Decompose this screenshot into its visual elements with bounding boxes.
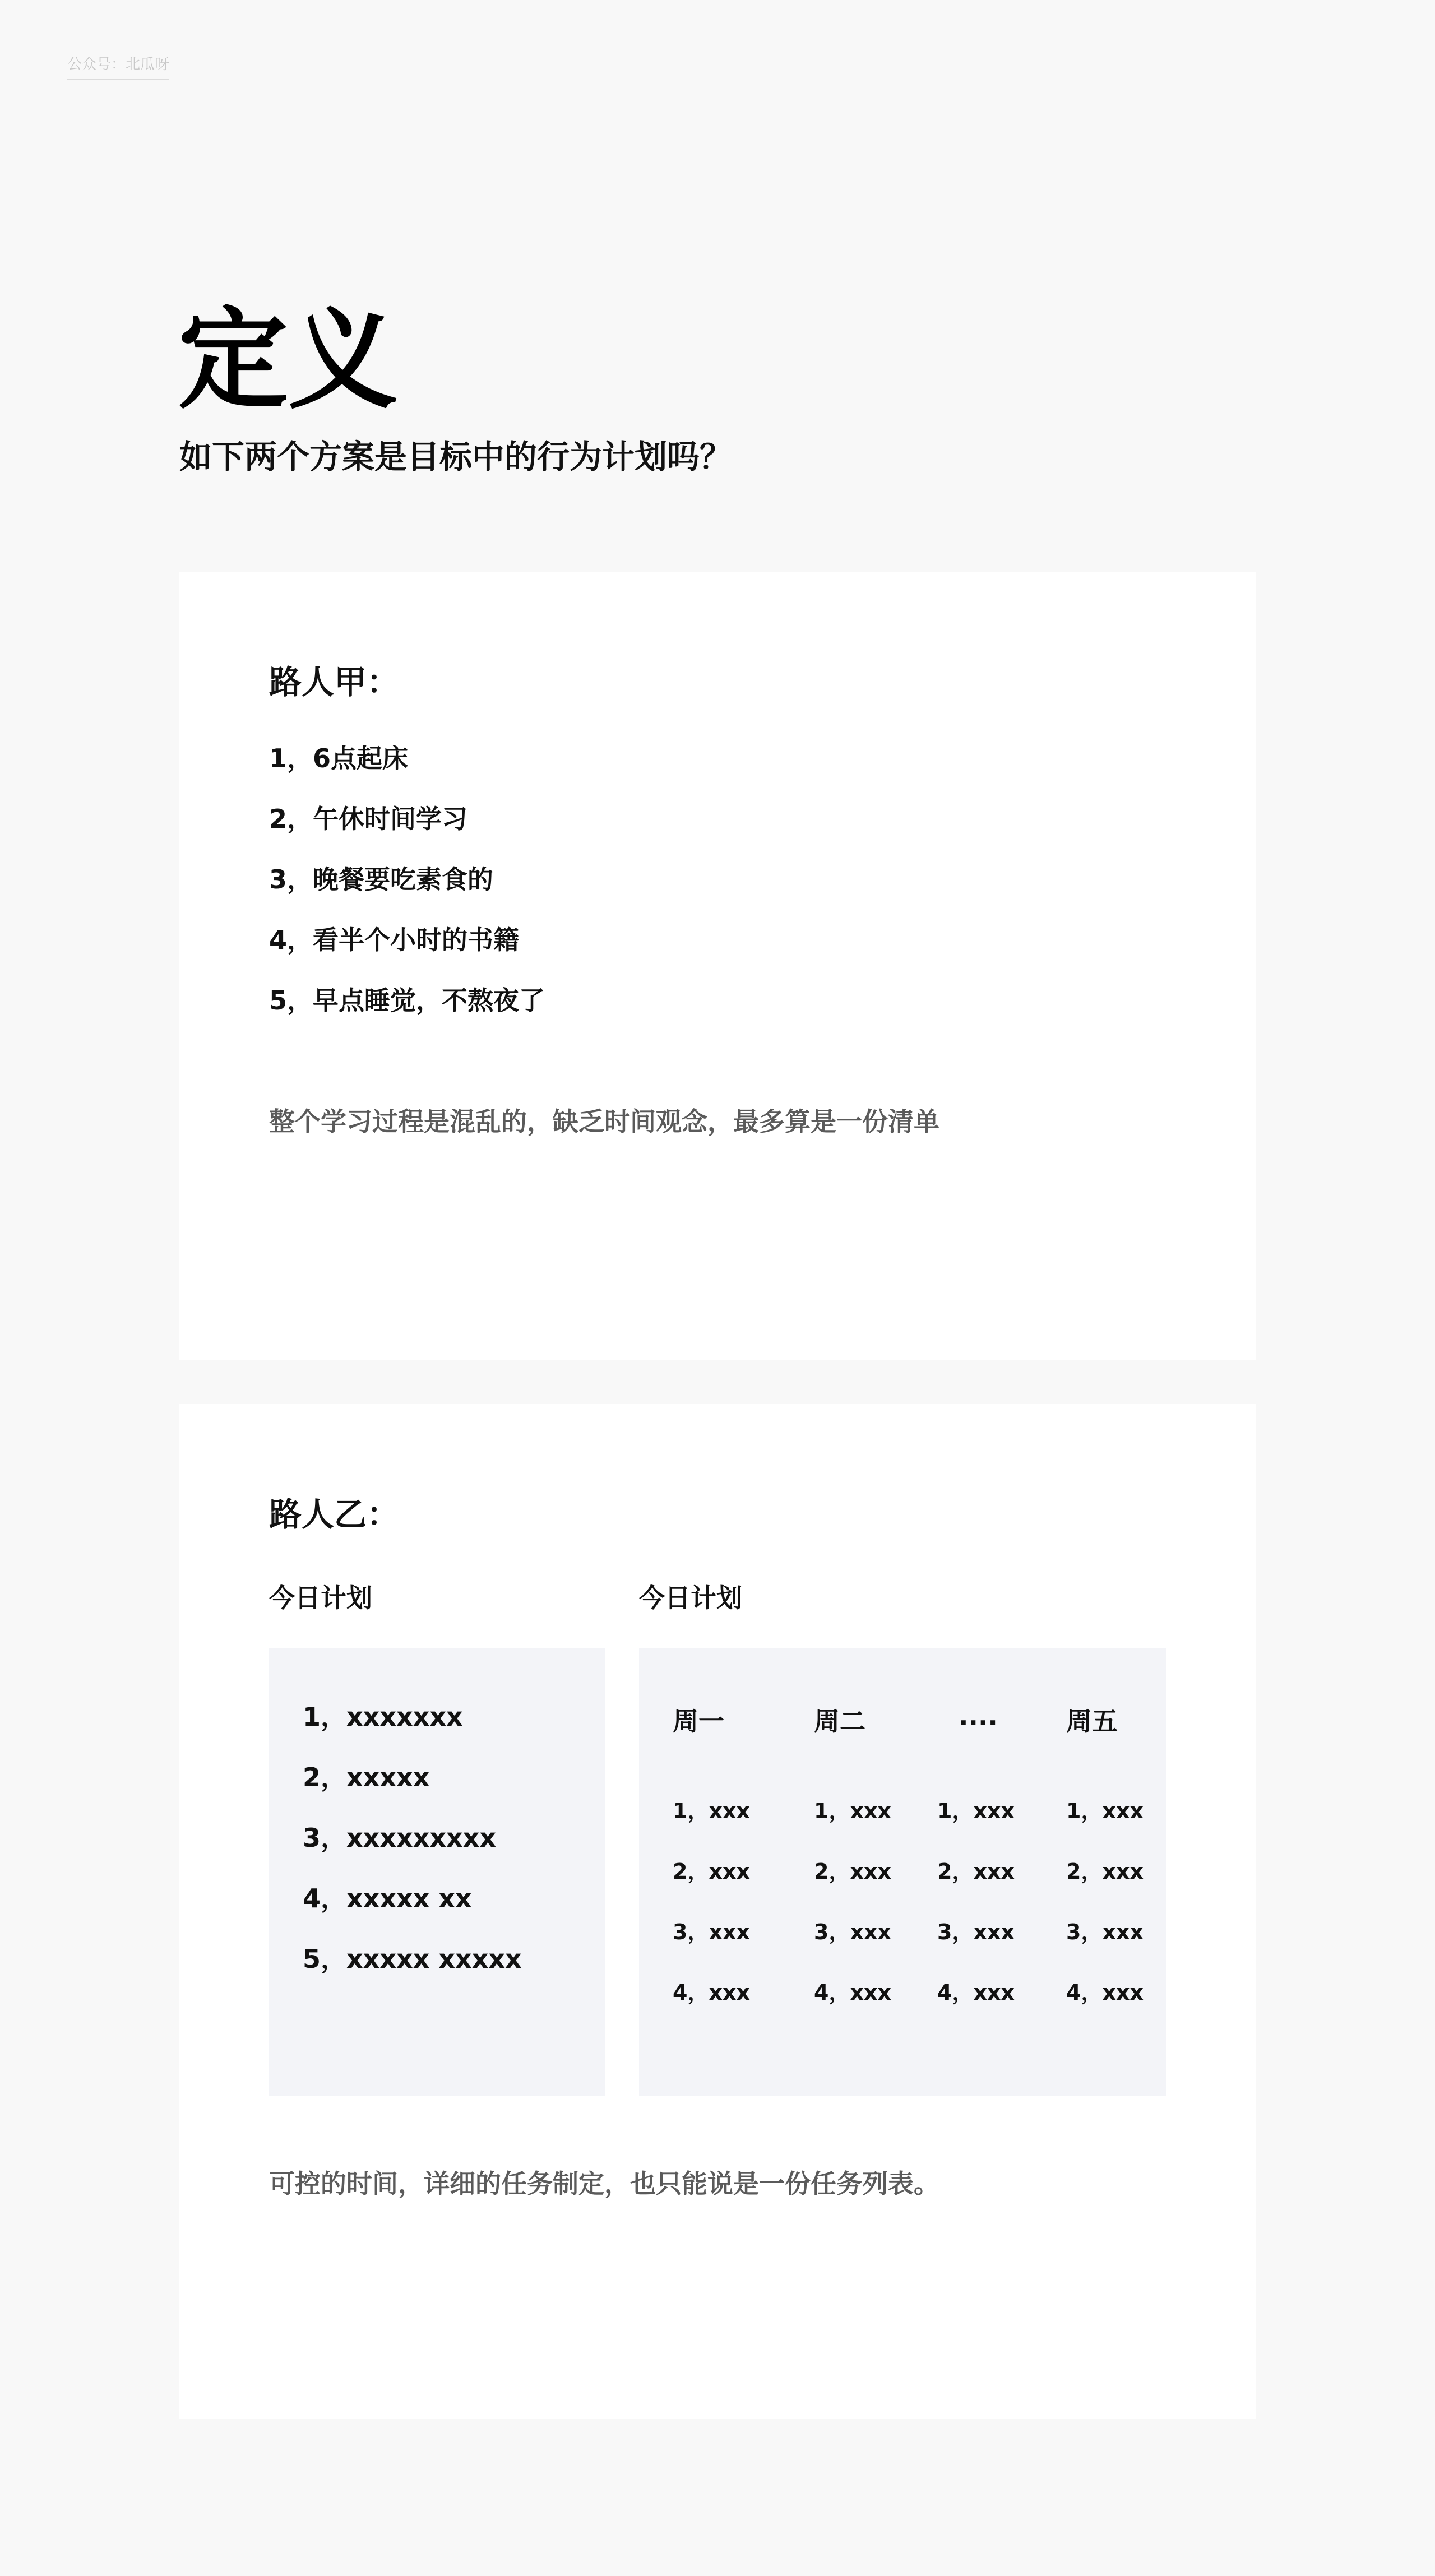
task-item: 1，xxx	[673, 1799, 750, 1823]
task-item: 2，xxx	[937, 1859, 1015, 1884]
day-header: 周一	[673, 1706, 724, 1736]
task-item: 1，xxx	[814, 1799, 891, 1823]
plan-list	[269, 743, 545, 1045]
weekly-plan-grid	[639, 1648, 1166, 2096]
list-item: 2，xxxxx	[303, 1762, 430, 1792]
weekly-plan-title: 今日计划	[639, 1583, 742, 1613]
card-heading: 路人乙：	[269, 1495, 400, 1533]
page-title: 定义	[178, 296, 399, 424]
day-header: ....	[959, 1701, 998, 1731]
task-item: 1，xxx	[937, 1799, 1015, 1823]
task-item: 3，xxx	[673, 1920, 750, 1944]
card-comment: 可控的时间，详细的任务制定，也只能说是一份任务列表。	[269, 2169, 939, 2199]
task-item: 4，xxx	[814, 1980, 891, 2005]
list-item: 3，xxxxxxxxx	[303, 1823, 497, 1853]
list-item: 4，看半个小时的书籍	[269, 925, 520, 955]
list-item: 1，xxxxxxx	[303, 1702, 463, 1732]
daily-plan-list	[303, 1701, 522, 2004]
task-item: 2，xxx	[673, 1859, 750, 1884]
weekly-plan-panel	[639, 1648, 1166, 2096]
task-item: 1，xxx	[1066, 1799, 1144, 1823]
watermark: 公众号：北瓜呀	[67, 53, 169, 80]
task-item: 4，xxx	[937, 1980, 1015, 2005]
page-subtitle: 如下两个方案是目标中的行为计划吗？	[179, 438, 733, 476]
task-item: 4，xxx	[673, 1980, 750, 2005]
day-header: 周五	[1066, 1706, 1118, 1736]
list-item: 5，xxxxx xxxxx	[303, 1944, 522, 1974]
card-passerby-a	[179, 572, 1256, 1360]
task-item: 3，xxx	[937, 1920, 1015, 1944]
task-item: 3，xxx	[1066, 1920, 1144, 1944]
card-heading: 路人甲：	[269, 663, 400, 701]
list-item: 3，晚餐要吃素食的	[269, 864, 494, 895]
daily-plan-title: 今日计划	[269, 1583, 372, 1613]
card-passerby-b	[179, 1404, 1256, 2419]
list-item: 2，午休时间学习	[269, 804, 468, 834]
task-item: 2，xxx	[1066, 1859, 1144, 1884]
list-item: 1，6点起床	[269, 743, 409, 773]
daily-plan-panel	[269, 1648, 605, 2096]
list-item: 4，xxxxx xx	[303, 1883, 472, 1914]
list-item: 5，早点睡觉，不熬夜了	[269, 985, 545, 1016]
day-header: 周二	[814, 1706, 865, 1736]
card-comment: 整个学习过程是混乱的，缺乏时间观念，最多算是一份清单	[269, 1106, 939, 1137]
task-item: 3，xxx	[814, 1920, 891, 1944]
task-item: 4，xxx	[1066, 1980, 1144, 2005]
task-item: 2，xxx	[814, 1859, 891, 1884]
